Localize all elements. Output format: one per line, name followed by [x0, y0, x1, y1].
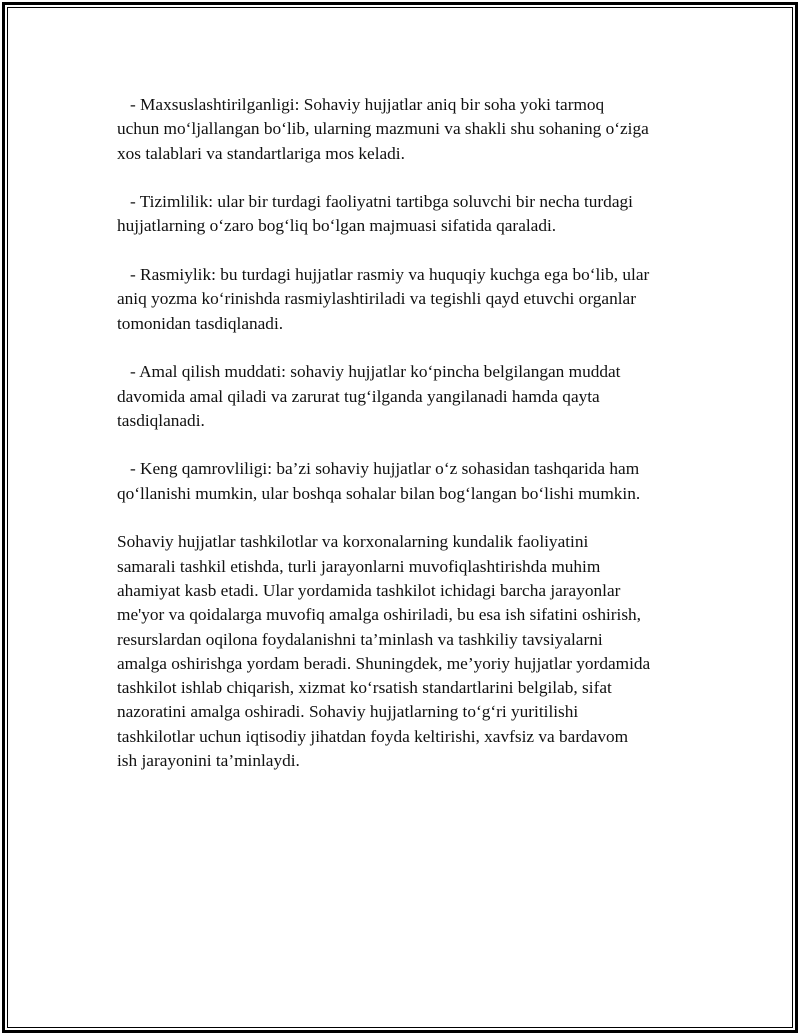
list-item-broad-scope: [117, 457, 650, 506]
text-line: me'yor va qoidalarga muvofiq amalga oshiriladi, bu esa ish sifatini oshirish,: [117, 605, 642, 625]
text-line: - Amal qilish muddati: sohaviy hujjatlar ko‘pincha belgilangan muddat: [117, 362, 621, 382]
text-line: tashkilot ishlab chiqarish, xizmat ko‘rsatish standartlarini belgilab, sifat: [117, 678, 612, 698]
body-paragraph: [117, 530, 650, 773]
text-line: resurslardan oqilona foydalanishni ta’minlash va tashkiliy tavsiyalarni: [117, 629, 603, 649]
text-line: hujjatlarning o‘zaro bog‘liq bo‘lgan majmuasi sifatida qaraladi.: [117, 216, 557, 236]
text-line: xos talablari va standartlariga mos keladi.: [117, 143, 405, 163]
list-item-systematicity: [117, 190, 650, 239]
text-line: aniq yozma ko‘rinishda rasmiylashtiriladi va tegishli qayd etuvchi organlar: [117, 289, 636, 309]
list-item-formality: [117, 263, 650, 336]
text-line: samarali tashkil etishda, turli jarayonlarni muvofiqlashtirishda muhim: [117, 556, 601, 576]
text-line: ish jarayonini ta’minlaydi.: [117, 751, 300, 771]
list-item-specialization: [117, 93, 650, 166]
text-line: tashkilotlar uchun iqtisodiy jihatdan foyda keltirishi, xavfsiz va bardavom: [117, 726, 629, 746]
document-body: [117, 93, 650, 798]
text-line: - Maxsuslashtirilganligi: Sohaviy hujjatlar aniq bir soha yoki tarmoq: [117, 95, 605, 114]
text-line: nazoratini amalga oshiradi. Sohaviy hujjatlarning to‘g‘ri yuritilishi: [117, 702, 579, 722]
text-line: davomida amal qiladi va zarurat tug‘ilganda yangilanadi hamda qayta: [117, 386, 600, 406]
text-line: - Tizimlilik: ular bir turdagi faoliyatni tartibga soluvchi bir necha turdagi: [117, 192, 633, 212]
text-line: ahamiyat kasb etadi. Ular yordamida tashkilot ichidagi barcha jarayonlar: [117, 580, 621, 600]
text-line: uchun mo‘ljallangan bo‘lib, ularning mazmuni va shakli shu sohaning o‘ziga: [117, 119, 649, 139]
text-line: - Keng qamrovliligi: ba’zi sohaviy hujjatlar o‘z sohasidan tashqarida ham: [117, 459, 640, 479]
text-line: tasdiqlanadi.: [117, 410, 205, 430]
list-item-validity-period: [117, 360, 650, 433]
text-line: qo‘llanishi mumkin, ular boshqa sohalar bilan bog‘langan bo‘lishi mumkin.: [117, 483, 641, 503]
text-line: - Rasmiylik: bu turdagi hujjatlar rasmiy va huquqiy kuchga ega bo‘lib, ular: [117, 265, 650, 285]
text-line: amalga oshirishga yordam beradi. Shuningdek, me’yoriy hujjatlar yordamida: [117, 653, 651, 673]
text-line: Sohaviy hujjatlar tashkilotlar va korxonalarning kundalik faoliyatini: [117, 532, 589, 552]
text-line: tomonidan tasdiqlanadi.: [117, 313, 284, 333]
